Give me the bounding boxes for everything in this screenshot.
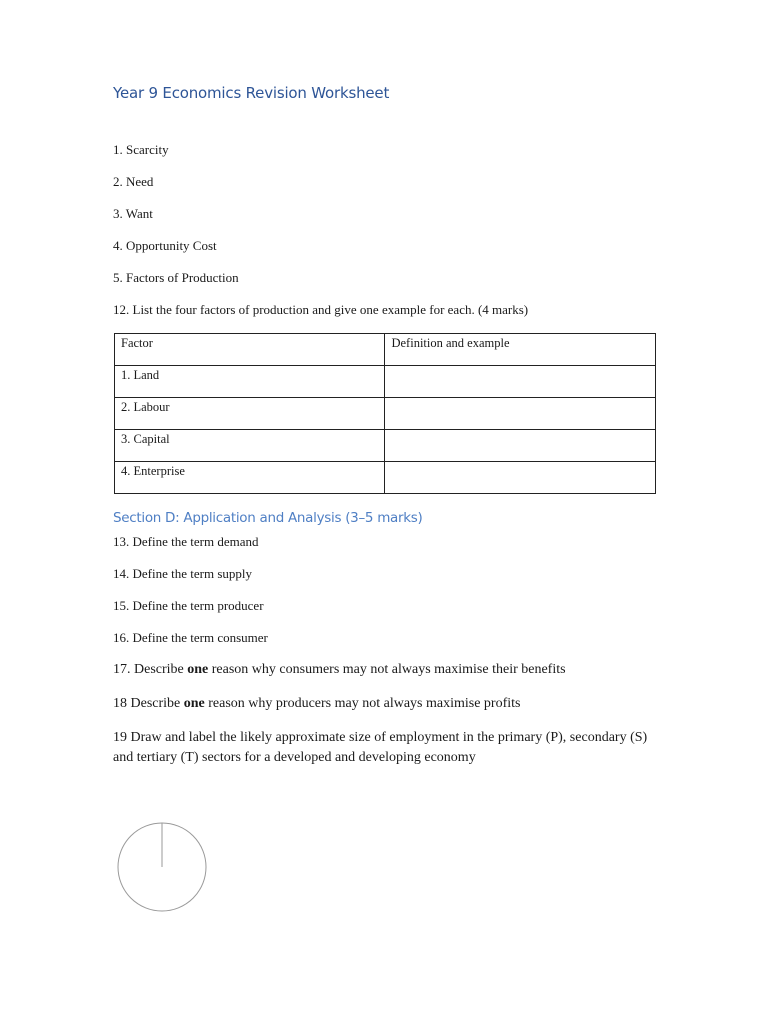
question-17 <box>113 660 566 680</box>
section-d-heading: Section D: Application and Analysis (3–5 marks) <box>113 510 423 526</box>
table-header-row <box>115 334 656 366</box>
factors-table <box>114 333 656 494</box>
question-15: 15. Define the term producer <box>113 598 264 613</box>
table-row <box>115 366 656 398</box>
question-17-text-rest: reason why consumers may not always maximise their benefits <box>208 662 566 677</box>
table-cell-answer <box>385 398 656 430</box>
term-item: 5. Factors of Production <box>113 270 239 285</box>
table-cell-answer <box>385 462 656 494</box>
question-16: 16. Define the term consumer <box>113 630 268 645</box>
question-13: 13. Define the term demand <box>113 534 259 549</box>
table-row <box>115 430 656 462</box>
question-18-emphasis: one <box>183 696 205 711</box>
term-item: 1. Scarcity <box>113 142 169 157</box>
table-row <box>115 462 656 494</box>
table-cell-answer <box>385 366 656 398</box>
table-cell-factor: 3. Capital <box>115 430 385 462</box>
question-18-text-rest: reason why producers may not always maximise profits <box>204 696 521 711</box>
term-item: 2. Need <box>113 174 154 189</box>
table-cell-factor: 1. Land <box>115 366 385 398</box>
question-18 <box>113 694 520 714</box>
question-18-text: 18 Describe <box>113 696 184 711</box>
question-17-text: 17. Describe <box>113 662 188 677</box>
table-cell-factor: 4. Enterprise <box>115 462 385 494</box>
question-12: 12. List the four factors of production and give one example for each. (4 marks) <box>113 302 529 317</box>
blank-pie-chart <box>116 820 210 914</box>
table-header-cell: Definition and example <box>385 334 656 366</box>
question-19: 19 Draw and label the likely approximate size of employment in the primary (P), secondary (S) and tertiary (T) sectors for a developed and developing economy <box>113 730 648 765</box>
question-14: 14. Define the term supply <box>113 566 252 581</box>
worksheet-title: Year 9 Economics Revision Worksheet <box>113 84 390 102</box>
table-cell-factor: 2. Labour <box>115 398 385 430</box>
table-cell-answer <box>385 430 656 462</box>
term-item: 3. Want <box>113 206 153 221</box>
table-header-cell: Factor <box>115 334 385 366</box>
table-row <box>115 398 656 430</box>
term-item: 4. Opportunity Cost <box>113 238 217 253</box>
question-17-emphasis: one <box>187 662 209 677</box>
